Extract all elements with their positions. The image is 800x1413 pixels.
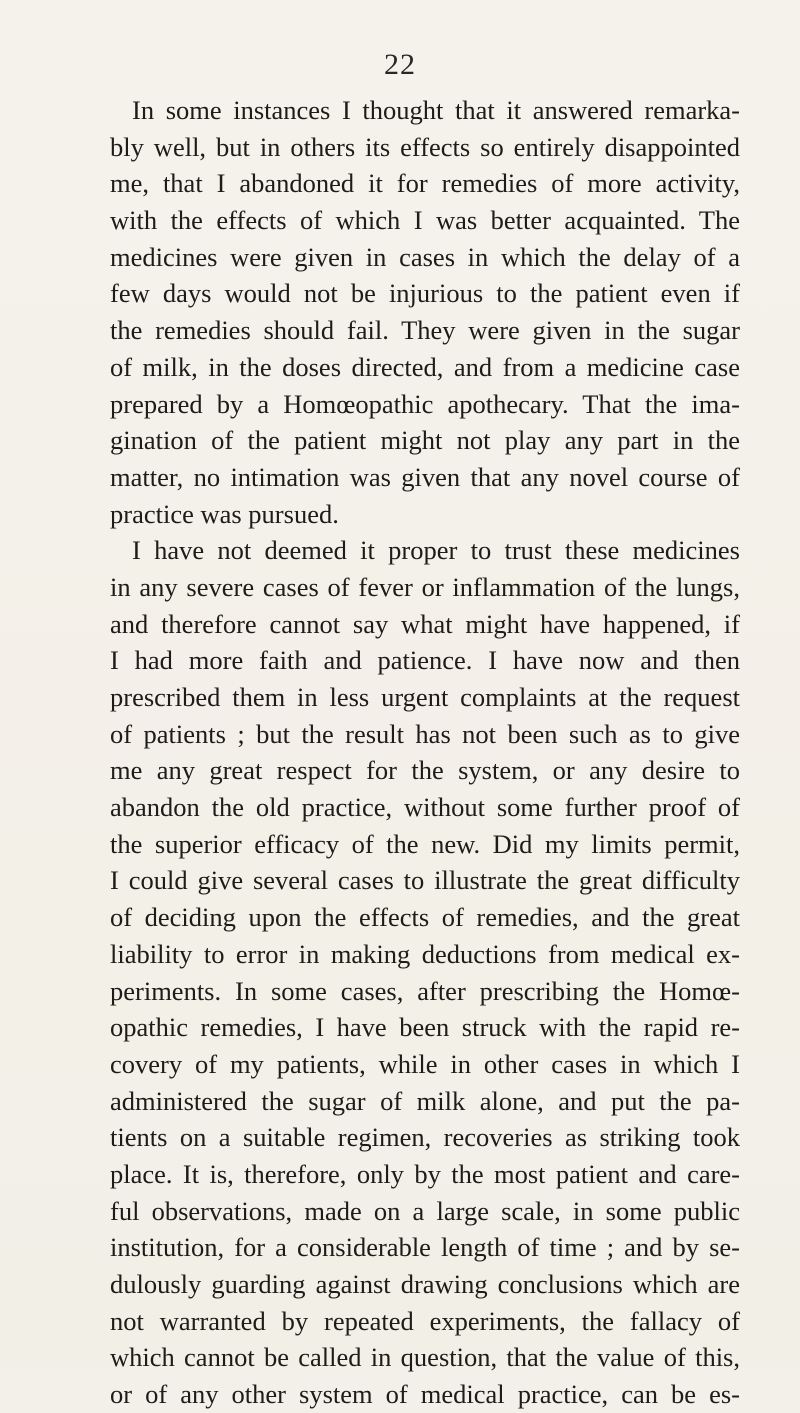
text-line: and therefore cannot say what might have happened, if [110,608,740,639]
text-line: me any great respect for the system, or any desire to [110,755,740,786]
text-line: administered the sugar of milk alone, and put the pa- [110,1085,740,1116]
text-line: medicines were given in cases in which the delay of a [110,241,740,272]
text-line: practice was pursued. [110,498,339,529]
text-line: dulously guarding against drawing conclusions which are [110,1269,740,1299]
text-line: I had more faith and patience. I have now and then [110,645,740,676]
text-line: of deciding upon the effects of remedies, and the great [110,902,740,933]
page-number: 22 [384,48,416,81]
text-line: I have not deemed it proper to trust these medicines [132,535,740,566]
text-line: place. It is, therefore, only by the most patient and care- [110,1158,740,1189]
text-line: few days would not be injurious to the patient even if [110,278,740,309]
text-line: matter, no intimation was given that any novel course of [110,461,740,492]
body-text [110,92,740,1413]
text-line: opathic remedies, I have been struck with the rapid re- [110,1012,740,1043]
text-line: prescribed them in less urgent complaints at the request [110,682,740,712]
text-line: the remedies should fail. They were given in the sugar [110,315,740,346]
text-line: the superior efficacy of the new. Did my limits permit, [110,828,740,859]
text-line: periments. In some cases, after prescribing the Homœ- [110,975,740,1006]
text-line: tients on a suitable regimen, recoveries as striking took [110,1122,740,1153]
text-line: In some instances I thought that it answered remarka- [132,95,740,125]
text-line: gination of the patient might not play any part in the [110,425,740,456]
text-line: bly well, but in others its effects so entirely disappointed [110,131,740,162]
text-line: of milk, in the doses directed, and from a medicine case [110,351,740,382]
text-line: of patients ; but the result has not been such as to give [110,718,740,749]
text-line: with the effects of which I was better acquainted. The [110,205,740,236]
text-line: or of any other system of medical practice, can be es- [110,1379,740,1410]
text-line: ful observations, made on a large scale, in some public [110,1195,740,1226]
text-line: liability to error in making deductions from medical ex- [110,938,740,969]
text-line: I could give several cases to illustrate the great difficulty [110,865,740,896]
text-line: not warranted by repeated experiments, the fallacy of [110,1305,740,1336]
text-line: me, that I abandoned it for remedies of more activity, [110,168,740,199]
text-line: abandon the old practice, without some further proof of [110,792,740,823]
text-line: which cannot be called in question, that the value of this, [110,1342,740,1373]
text-line: prepared by a Homœopathic apothecary. That the ima- [110,388,740,419]
text-line: in any severe cases of fever or inflammation of the lungs, [110,571,740,602]
text-line: institution, for a considerable length of time ; and by se- [110,1232,740,1263]
text-line: covery of my patients, while in other cases in which I [110,1048,740,1079]
